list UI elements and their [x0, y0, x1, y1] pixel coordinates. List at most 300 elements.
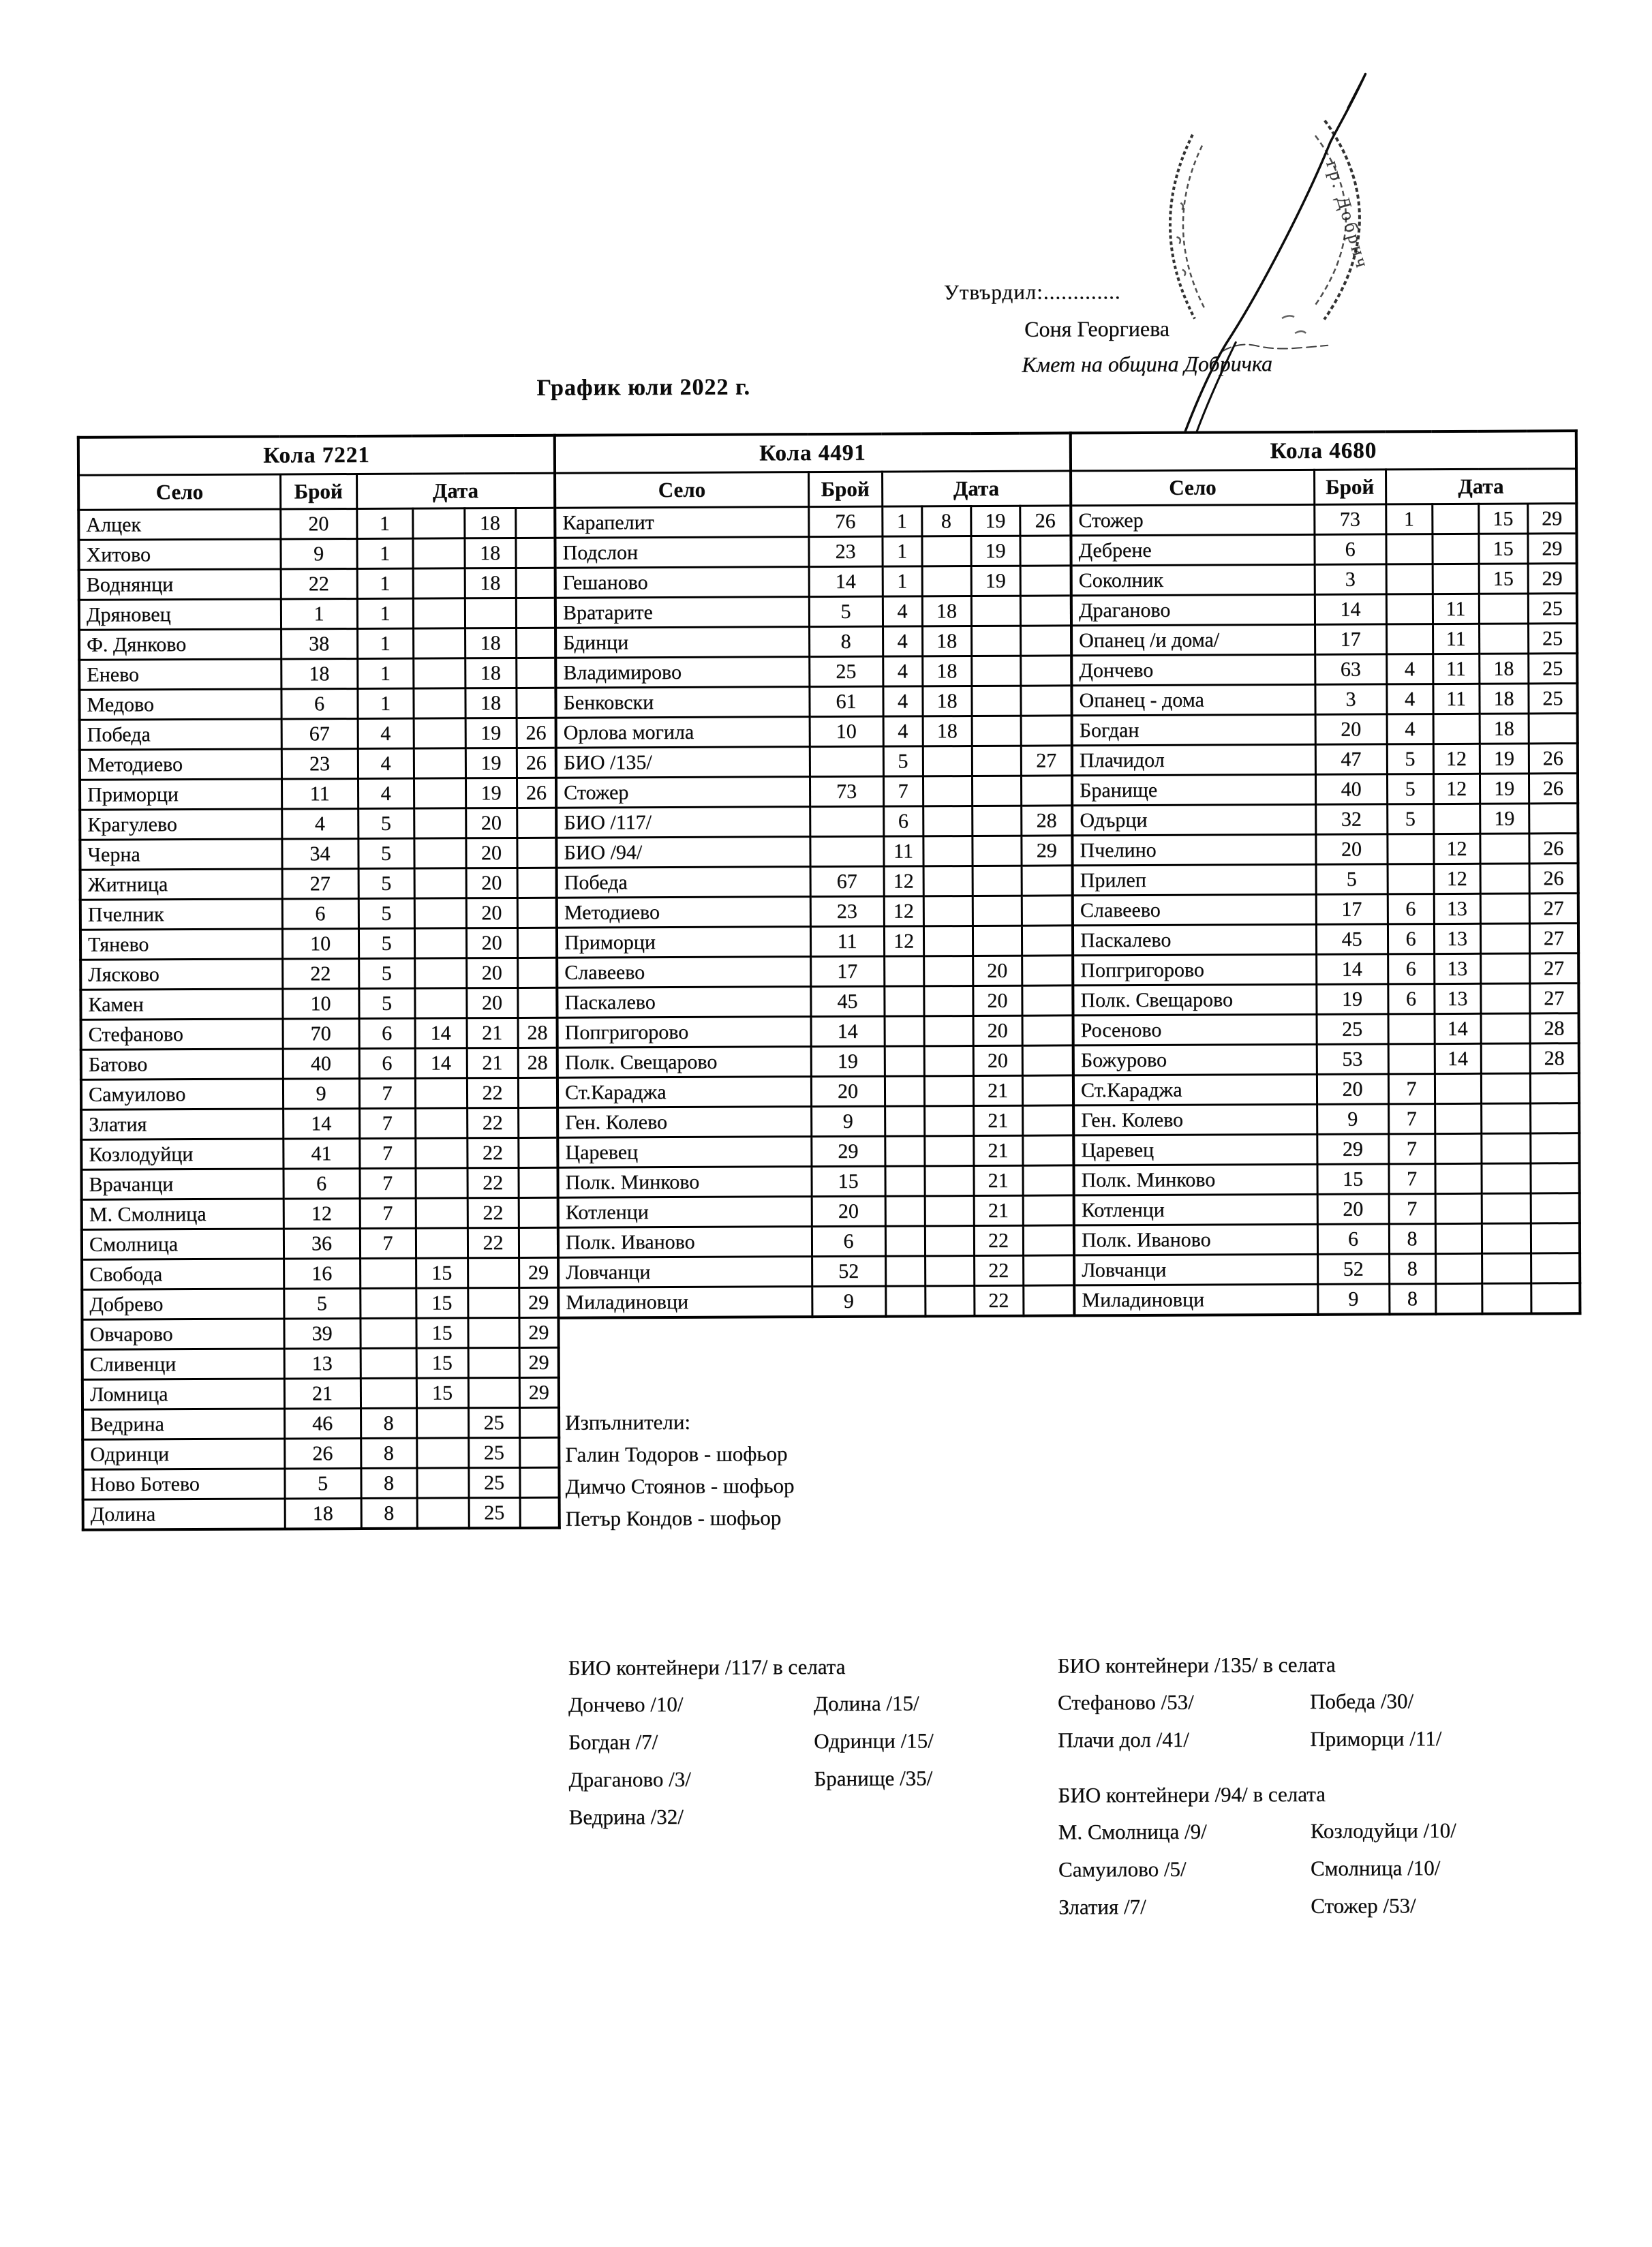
col-count: Брой	[280, 474, 356, 508]
date-cell: 4	[883, 686, 922, 716]
count-cell: 10	[810, 716, 883, 746]
date-cell: 12	[884, 926, 923, 956]
village-cell: БИО /117/	[556, 807, 810, 838]
date-cell: 5	[358, 958, 414, 988]
date-cell	[1482, 1223, 1531, 1253]
table-row	[556, 716, 1072, 748]
date-cell: 21	[974, 1195, 1023, 1225]
date-cell	[1480, 834, 1529, 863]
date-cell	[468, 1377, 519, 1407]
table-row	[556, 776, 1072, 808]
table-row	[1074, 1253, 1580, 1285]
date-cell	[1022, 1165, 1073, 1195]
table-row	[555, 656, 1071, 688]
table-row	[1072, 774, 1578, 806]
table-row	[1073, 1073, 1579, 1105]
date-cell	[468, 1347, 519, 1377]
date-cell	[1531, 1193, 1580, 1223]
date-cell	[414, 808, 465, 838]
date-cell: 7	[883, 776, 923, 806]
date-cell: 1	[1386, 504, 1432, 534]
village-cell: Славеево	[1073, 894, 1316, 926]
date-cell: 27	[1529, 923, 1578, 953]
village-cell: Опанец /и дома/	[1071, 624, 1315, 656]
date-cell: 14	[1435, 1013, 1481, 1043]
count-cell: 15	[1317, 1164, 1388, 1194]
village-cell: БИО /94/	[556, 837, 810, 868]
date-cell	[1022, 1045, 1073, 1075]
table-row	[79, 658, 555, 690]
date-cell	[885, 1226, 925, 1256]
date-cell	[1481, 1013, 1530, 1043]
date-cell: 20	[466, 868, 517, 898]
date-cell: 18	[465, 688, 516, 718]
date-cell: 1	[357, 598, 413, 628]
village-cell: Приморци	[80, 779, 281, 810]
date-cell	[1529, 804, 1578, 834]
date-cell	[1388, 1044, 1435, 1074]
table-row	[1073, 1133, 1579, 1165]
date-cell	[885, 1076, 924, 1106]
table-row	[1073, 1043, 1579, 1075]
table-row	[558, 1195, 1074, 1227]
col-village: Село	[1071, 470, 1314, 506]
village-cell: Полк. Минково	[1073, 1164, 1317, 1195]
date-cell	[1480, 953, 1529, 983]
table-row	[556, 836, 1072, 868]
date-cell: 7	[360, 1198, 416, 1228]
date-cell	[1022, 985, 1073, 1015]
count-cell: 20	[812, 1196, 885, 1226]
date-cell: 12	[1434, 863, 1480, 893]
date-cell: 5	[883, 746, 923, 776]
date-cell	[416, 1408, 468, 1438]
date-cell	[413, 688, 465, 718]
table-row	[1071, 594, 1577, 626]
table-row	[555, 536, 1071, 568]
count-cell: 20	[1317, 1074, 1388, 1104]
village-cell: Смолница	[82, 1229, 284, 1259]
date-cell	[924, 1166, 973, 1196]
date-cell	[412, 508, 464, 538]
executors-heading: Изпълнители:	[565, 1409, 691, 1435]
col-village: Село	[78, 474, 280, 510]
date-cell	[1386, 624, 1433, 654]
count-cell: 10	[282, 928, 358, 958]
village-cell: Ведрина	[82, 1409, 284, 1439]
date-cell	[1022, 1015, 1073, 1045]
bio-item: Долина /15/	[813, 1691, 919, 1716]
date-cell: 11	[883, 836, 923, 866]
date-cell	[885, 1046, 924, 1076]
count-cell	[810, 746, 883, 776]
village-cell: Сливенци	[82, 1349, 284, 1379]
count-cell: 46	[284, 1408, 361, 1438]
date-cell: 18	[465, 628, 516, 658]
table-row	[82, 1467, 559, 1499]
date-cell: 18	[464, 538, 515, 568]
date-cell: 11	[1433, 654, 1479, 684]
count-cell: 40	[1315, 774, 1387, 804]
date-cell: 4	[1386, 684, 1433, 714]
village-cell: Ф. Дянково	[79, 629, 281, 660]
village-cell: М. Смолница	[82, 1199, 284, 1229]
date-cell: 26	[1529, 744, 1578, 774]
date-cell	[971, 626, 1020, 656]
table-row	[80, 778, 556, 810]
date-cell	[1023, 1225, 1074, 1255]
count-cell: 45	[810, 986, 884, 1016]
date-cell: 12	[1433, 834, 1480, 863]
date-cell: 8	[921, 506, 970, 536]
village-cell: Богдан	[1072, 714, 1315, 746]
count-cell: 18	[281, 658, 357, 688]
date-cell: 5	[358, 808, 414, 838]
date-cell	[973, 926, 1022, 956]
village-cell: Хитово	[78, 539, 280, 570]
car-header-row	[555, 433, 1071, 473]
village-cell: Прилеп	[1073, 864, 1316, 896]
date-cell: 12	[1433, 774, 1480, 804]
date-cell: 21	[973, 1075, 1022, 1105]
table-row	[557, 926, 1073, 958]
bio-item: Богдан /7/	[568, 1730, 658, 1754]
date-cell: 8	[1389, 1284, 1435, 1315]
date-cell	[465, 598, 516, 628]
village-cell: Паскалево	[557, 987, 810, 1018]
date-cell	[971, 596, 1020, 626]
date-cell	[517, 958, 557, 988]
table-body	[78, 508, 560, 1530]
date-cell	[1433, 804, 1480, 834]
date-cell: 11	[1433, 684, 1479, 714]
village-cell: Славеево	[557, 957, 810, 988]
table-row	[82, 1377, 559, 1409]
village-cell: Крагулево	[80, 809, 281, 840]
date-cell: 15	[416, 1348, 468, 1378]
date-cell	[1023, 1285, 1074, 1316]
date-cell: 19	[1480, 774, 1529, 804]
date-cell	[414, 778, 465, 808]
table-row	[80, 988, 557, 1020]
date-cell: 5	[358, 838, 414, 868]
date-cell	[923, 986, 973, 1016]
count-cell: 27	[282, 868, 358, 898]
col-date: Дата	[882, 471, 1071, 506]
date-cell: 26	[517, 718, 556, 748]
table-row	[1073, 953, 1578, 985]
village-cell: Бранище	[1072, 774, 1315, 806]
village-cell: Полк. Свещарово	[557, 1047, 811, 1078]
date-cell: 18	[1480, 714, 1529, 744]
date-cell	[1435, 1103, 1481, 1133]
date-cell	[1435, 1223, 1482, 1253]
date-cell	[924, 1046, 973, 1076]
date-cell	[415, 1108, 467, 1138]
date-cell: 4	[358, 718, 414, 748]
table-row	[557, 896, 1073, 928]
table-row	[1071, 684, 1577, 716]
table-row	[81, 1077, 557, 1110]
date-cell: 15	[1479, 564, 1528, 594]
date-cell: 28	[1530, 1043, 1579, 1073]
table-kola-7221	[77, 434, 561, 1531]
date-cell: 20	[466, 958, 517, 988]
date-cell: 6	[359, 1048, 415, 1078]
village-cell: Тянево	[80, 929, 282, 960]
date-cell	[518, 1167, 557, 1197]
date-cell	[516, 568, 555, 598]
village-cell: Пчелино	[1072, 834, 1315, 866]
village-cell: Методиево	[80, 749, 281, 780]
village-cell: Стожер	[1071, 504, 1314, 536]
date-cell	[1435, 1133, 1481, 1163]
table-row	[79, 628, 555, 660]
date-cell: 21	[467, 1048, 518, 1077]
bio-section-135	[1058, 1652, 1442, 1758]
table-row	[555, 566, 1071, 598]
date-cell	[519, 1437, 559, 1467]
date-cell: 8	[361, 1408, 416, 1438]
date-cell: 27	[1529, 953, 1578, 983]
village-cell: Ново Ботево	[82, 1469, 284, 1499]
date-cell: 20	[973, 985, 1022, 1015]
village-cell: Победа	[557, 867, 810, 898]
village-cell: Воднянци	[79, 569, 281, 600]
table-row	[80, 868, 557, 900]
date-cell: 6	[1388, 924, 1434, 954]
date-cell	[1531, 1253, 1580, 1283]
date-cell: 13	[1434, 893, 1480, 923]
table-kola-4491	[553, 431, 1076, 1319]
date-cell: 7	[1388, 1134, 1435, 1164]
date-cell: 13	[1434, 953, 1480, 983]
village-cell: Добрево	[82, 1289, 284, 1319]
village-cell: Долина	[83, 1499, 285, 1530]
bio-item: Приморци /11/	[1310, 1726, 1442, 1751]
date-cell: 15	[1478, 534, 1527, 564]
date-cell	[922, 566, 971, 596]
count-cell: 20	[1315, 714, 1387, 744]
date-cell	[923, 926, 973, 956]
date-cell: 18	[922, 596, 971, 626]
village-cell: Алцек	[78, 509, 280, 540]
date-cell	[924, 1136, 973, 1166]
date-cell	[1480, 893, 1529, 923]
date-cell	[1022, 1075, 1073, 1105]
date-cell	[414, 898, 466, 928]
date-cell: 27	[1529, 983, 1578, 1013]
date-cell: 7	[1388, 1074, 1435, 1104]
date-cell: 19	[971, 566, 1020, 596]
date-cell	[1386, 594, 1433, 624]
count-cell: 14	[811, 1016, 885, 1046]
village-cell: Ловчанци	[1074, 1254, 1317, 1285]
date-cell: 28	[1530, 1013, 1579, 1043]
count-cell: 70	[283, 1018, 359, 1048]
approved-label: Утвърдил:.............	[943, 279, 1121, 305]
date-cell	[972, 776, 1021, 806]
village-cell: БИО /135/	[556, 747, 810, 778]
date-cell: 7	[1388, 1164, 1435, 1194]
table-row	[82, 1347, 559, 1379]
date-cell: 18	[465, 658, 516, 688]
date-cell: 7	[359, 1078, 415, 1108]
date-cell: 5	[358, 868, 414, 898]
table-row	[557, 1075, 1073, 1107]
count-cell: 32	[1315, 804, 1387, 834]
count-cell: 18	[285, 1498, 361, 1529]
count-cell: 14	[283, 1108, 359, 1138]
village-cell: Божурово	[1073, 1044, 1317, 1075]
date-cell	[1020, 596, 1071, 626]
date-cell: 28	[518, 1018, 557, 1048]
date-cell: 12	[884, 866, 923, 896]
date-cell: 4	[358, 778, 414, 808]
village-cell: Карапелит	[555, 507, 808, 538]
car-title: Кола 4491	[555, 433, 1071, 473]
village-cell: Дряновец	[79, 599, 281, 630]
village-cell: Самуилово	[81, 1079, 283, 1110]
date-cell	[1481, 1103, 1530, 1133]
date-cell	[1435, 1073, 1481, 1103]
village-cell: Дебрене	[1071, 534, 1314, 566]
date-cell	[415, 1168, 467, 1198]
bio-item: Самуилово /5/	[1058, 1856, 1187, 1882]
date-cell	[415, 1138, 467, 1168]
date-cell: 6	[1388, 984, 1434, 1014]
date-cell	[360, 1288, 416, 1318]
table-row	[557, 1105, 1073, 1137]
date-cell	[1022, 956, 1073, 985]
date-cell	[973, 896, 1022, 926]
count-cell: 9	[280, 538, 356, 568]
table-row	[1071, 624, 1577, 656]
round-stamp-left-icon	[1169, 135, 1204, 319]
count-cell: 67	[281, 718, 358, 748]
date-cell	[1480, 863, 1529, 893]
date-cell: 6	[1388, 954, 1434, 984]
date-cell: 15	[1478, 504, 1527, 534]
bio-item: Ведрина /32/	[568, 1804, 684, 1829]
column-header-row	[78, 473, 555, 510]
date-cell: 19	[465, 778, 517, 808]
date-cell	[1387, 834, 1433, 864]
date-cell	[414, 958, 466, 988]
date-cell: 15	[416, 1288, 468, 1318]
date-cell: 25	[1528, 654, 1577, 684]
date-cell: 1	[357, 688, 413, 718]
date-cell: 19	[1480, 804, 1529, 834]
date-cell: 20	[466, 988, 517, 1018]
table-row	[557, 1045, 1073, 1077]
count-cell: 63	[1315, 654, 1386, 684]
count-cell: 11	[281, 778, 358, 808]
date-cell: 25	[1528, 594, 1577, 624]
date-cell: 5	[1387, 774, 1433, 804]
date-cell	[1482, 1283, 1531, 1314]
table-row	[1074, 1223, 1580, 1255]
date-cell	[884, 956, 923, 986]
bio-list	[568, 1684, 934, 1835]
date-cell	[1022, 926, 1073, 956]
table-row	[1071, 654, 1577, 686]
bio-item: Стожер /53/	[1311, 1893, 1416, 1918]
date-cell	[1531, 1283, 1580, 1314]
date-cell	[1432, 534, 1478, 564]
count-cell: 9	[812, 1286, 885, 1317]
table-row	[80, 748, 556, 780]
count-cell: 4	[281, 808, 358, 838]
date-cell	[415, 1078, 467, 1108]
date-cell	[1020, 656, 1071, 686]
village-cell: Победа	[80, 719, 281, 750]
count-cell: 53	[1317, 1044, 1388, 1074]
count-cell: 5	[809, 596, 883, 626]
table-row	[83, 1497, 560, 1530]
date-cell: 21	[973, 1165, 1022, 1195]
date-cell: 22	[468, 1227, 519, 1257]
count-cell: 17	[1315, 624, 1386, 654]
date-cell: 11	[1433, 624, 1479, 654]
date-cell: 5	[1387, 744, 1433, 774]
count-cell: 23	[808, 536, 882, 566]
date-cell: 18	[922, 686, 971, 716]
bio-item: Бранище /35/	[814, 1766, 933, 1791]
date-cell	[517, 928, 557, 958]
date-cell: 14	[415, 1018, 467, 1048]
date-cell	[923, 776, 972, 806]
count-cell: 3	[1315, 684, 1386, 714]
date-cell	[1020, 566, 1071, 596]
table-row	[81, 1167, 557, 1199]
table-row	[1073, 1163, 1579, 1195]
date-cell: 6	[359, 1018, 415, 1048]
table-row	[80, 928, 557, 960]
date-cell	[925, 1256, 974, 1286]
date-cell	[1386, 534, 1432, 564]
table-kola-4680	[1069, 429, 1582, 1317]
count-cell: 17	[1316, 894, 1388, 924]
date-cell	[1023, 1195, 1074, 1225]
count-cell: 45	[1316, 924, 1388, 954]
date-cell	[468, 1317, 519, 1347]
count-cell: 6	[1314, 534, 1386, 564]
date-cell: 11	[1433, 594, 1479, 624]
date-cell	[971, 656, 1020, 686]
village-cell: Вратарите	[555, 597, 809, 628]
date-cell	[923, 746, 972, 776]
date-cell	[921, 536, 970, 566]
date-cell	[516, 658, 555, 688]
table-body	[555, 506, 1074, 1318]
date-cell	[519, 1197, 558, 1227]
date-cell	[520, 1497, 560, 1528]
table-row	[81, 1048, 557, 1080]
village-cell: Стефаново	[81, 1019, 283, 1050]
table-row	[558, 1285, 1074, 1318]
date-cell	[1481, 1133, 1530, 1163]
date-cell	[1433, 714, 1480, 744]
date-cell: 1	[357, 568, 413, 598]
date-cell	[413, 568, 465, 598]
date-cell: 13	[1434, 923, 1480, 953]
count-cell: 5	[284, 1468, 361, 1498]
bio-heading: БИО контейнери /135/ в селата	[1057, 1652, 1336, 1678]
count-cell: 39	[284, 1318, 360, 1348]
date-cell	[414, 988, 466, 1018]
date-cell: 27	[1529, 893, 1578, 923]
